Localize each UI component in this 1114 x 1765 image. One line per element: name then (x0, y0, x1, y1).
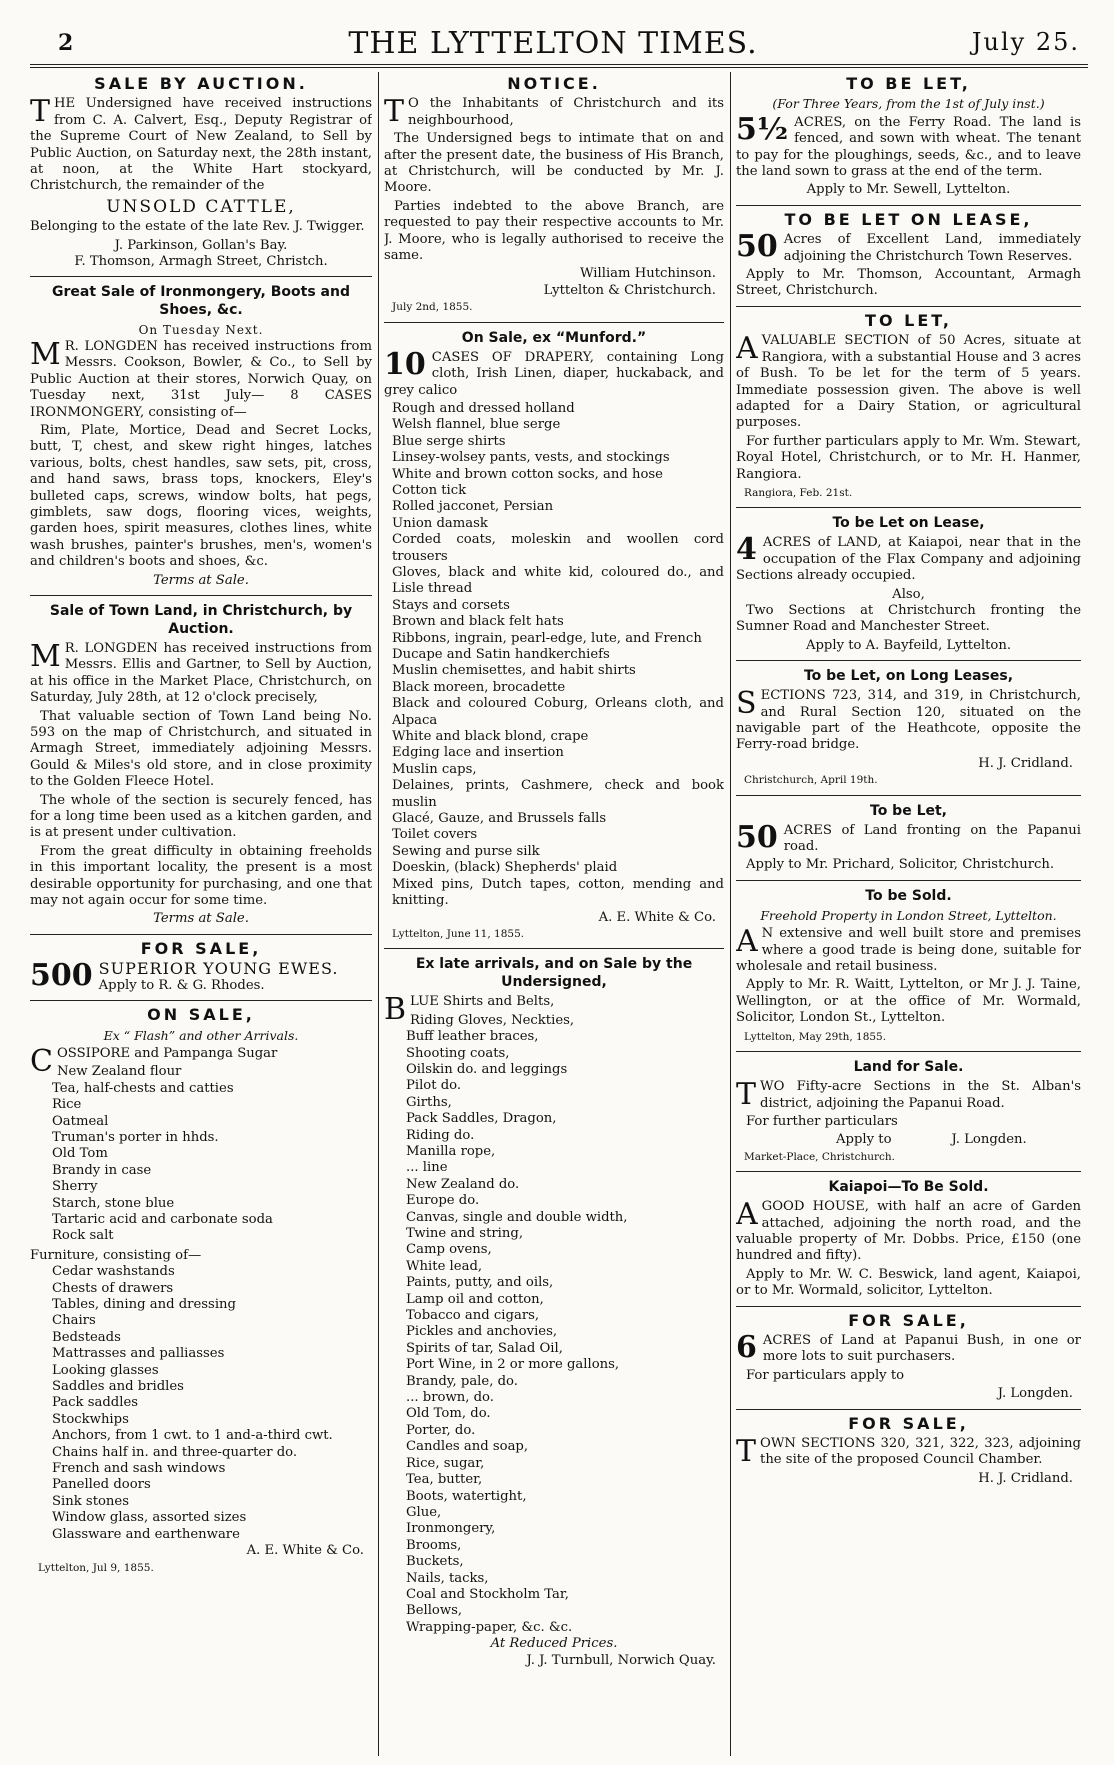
list-item: Tea, half-chests and catties (52, 1080, 234, 1096)
list-item: Buckets, (406, 1554, 464, 1570)
list-item: Tables, dining and dressing (52, 1297, 236, 1312)
divider (736, 1306, 1081, 1307)
ad-to-be-let (736, 76, 1081, 199)
dateline: Market-Place, Christchurch. (744, 1150, 896, 1163)
list-item: Black moreen, brocadette (392, 679, 566, 695)
ad-signature: J. Longden. (951, 1132, 1027, 1148)
ad-sale-by-auction (30, 76, 372, 270)
dateline: Lyttelton, May 29th, 1855. (744, 1030, 887, 1043)
ad-notice (384, 76, 724, 316)
list-item: Paints, putty, and oils, (406, 1275, 554, 1291)
ad-apply: Apply to Mr. Sewell, Lyttelton. (806, 182, 1011, 198)
list-item: Sink stones (52, 1493, 130, 1509)
drop-cap: M (30, 638, 61, 674)
dateline: Rangiora, Feb. 21st. (744, 486, 853, 499)
ad-for-sale-papanui-bush (736, 1310, 1081, 1403)
drop-cap: A (736, 331, 758, 367)
list-item: Mixed pins, Dutch tapes, cotton, mending and knitting. (392, 876, 724, 909)
list-item: Muslin chemisettes, and habit shirts (392, 663, 636, 679)
ad-body: From the great difficulty in obtaining freeholds in this important locality, the present is a most desirable opportunity for purchasing, and one that may not again occur for some time. (30, 843, 372, 909)
ad-drapery (384, 329, 724, 943)
ad-subheading: Ex “ Flash” and other Arrivals. (103, 1027, 299, 1043)
list-item: Stockwhips (52, 1411, 129, 1427)
ad-apply: Apply to R. & G. Rhodes. (98, 977, 265, 993)
furniture-list (30, 1264, 372, 1543)
list-item: Rough and dressed holland (392, 400, 575, 416)
list-item: Panelled doors (52, 1477, 151, 1493)
list-item: Camp ovens, (406, 1242, 492, 1258)
ad-signature: J. Longden. (997, 1386, 1073, 1402)
ad-heading: To be Let, (870, 802, 947, 819)
ad-apply: Apply to Mr. Thomson, Accountant, Armagh Street, Christchurch. (736, 267, 1081, 299)
ad-terms: Terms at Sale. (153, 572, 249, 588)
ad-body: For further particulars (746, 1113, 898, 1129)
ad-ironmongery-sale (30, 283, 372, 589)
drop-cap: T (30, 94, 51, 130)
drop-cap: T (736, 1434, 757, 1469)
ad-body: Parties indebted to the above Branch, are requested to pay their respective accounts to Mr. J. Moore, who is legally authorised to receive the same. (384, 198, 724, 264)
ad-signature: William Hutchinson. (579, 266, 716, 282)
ad-body: SUPERIOR YOUNG EWES. (98, 959, 339, 979)
list-item: Bedsteads (52, 1329, 121, 1345)
column-3 (736, 74, 1081, 1754)
ad-body: ACRES, on the Ferry Road. The land is fenced, and sown with wheat. The tenant to pay for the ploughings, seeds, &c., and to leave the land sown to grass at the end of the term. (736, 114, 1081, 180)
list-item: ... line (406, 1160, 448, 1176)
list-item: Cotton tick (392, 482, 467, 498)
list-item: Rice (52, 1097, 82, 1113)
divider (736, 795, 1081, 796)
ad-land-for-sale (736, 1058, 1081, 1165)
big-number: 6 (736, 1329, 757, 1365)
list-item: Linsey-wolsey pants, vests, and stockings (392, 450, 670, 466)
top-rule-double (30, 67, 1088, 68)
list-item: Rice, sugar, (406, 1455, 485, 1471)
list-item: Saddles and bridles (52, 1379, 184, 1395)
ad-heading: Sale of Town Land, in Christchurch, by Auction. (49, 602, 353, 637)
ad-signature: Lyttelton & Christchurch. (543, 282, 716, 298)
ad-late-arrivals (384, 955, 724, 1669)
ad-lease-kaiapoi (736, 514, 1081, 654)
list-item: Brandy, pale, do. (406, 1373, 518, 1389)
ad-signature: J. Parkinson, Gollan's Bay. (114, 237, 288, 253)
ad-body: R. LONGDEN has received instructions from Messrs. Ellis and Gartner, to Sell by Auction, at his office in the Market Place, Christchurch, on Saturday, July 28th, at 12 o'clock precisely, (30, 640, 372, 706)
list-item: Riding do. (406, 1127, 475, 1143)
ad-heading: TO LET, (865, 310, 952, 330)
ad-heading: FOR SALE, (848, 1413, 969, 1433)
ad-body: ACRES of Land at Papanui Bush, in one or more lots to suit purchasers. (762, 1332, 1081, 1365)
dateline: Christchurch, April 19th. (744, 774, 878, 787)
list-item: Ribbons, ingrain, pearl-edge, lute, and French (392, 630, 702, 646)
big-number: 4 (736, 532, 757, 568)
ad-body: Furniture, consisting of— (30, 1247, 202, 1263)
ad-long-leases (736, 667, 1081, 788)
column-1 (30, 74, 372, 1754)
list-item: Sherry (52, 1179, 98, 1195)
goods-list (384, 1013, 724, 1636)
ad-heading: FOR SALE, (140, 938, 262, 958)
ad-heading: TO BE LET ON LEASE, (784, 209, 1033, 229)
ad-body: R. LONGDEN has received instructions from Messrs. Cookson, Bowler, & Co., to Sell by Public Auction at their stores, Norwich Quay, on Tuesday next, 31st July— 8 CASES IRONMONGERY, consisting of— (30, 338, 372, 420)
page-number: 2 (58, 30, 74, 56)
ad-apply: Apply to Mr. R. Waitt, Lyttelton, or Mr J. J. Taine, Wellington, or at the office of Mr. Wormald, Solicitor, London St., Lyttelton. (736, 977, 1081, 1026)
dateline: Lyttelton, June 11, 1855. (392, 927, 525, 940)
ad-signature: A. E. White & Co. (246, 1543, 364, 1559)
divider (736, 660, 1081, 661)
list-item: Tartaric acid and carbonate soda (52, 1211, 273, 1227)
list-item: Bellows, (406, 1603, 463, 1619)
list-item: New Zealand flour (56, 1064, 182, 1080)
ad-for-sale-ewes (30, 938, 372, 994)
list-item: Glue, (406, 1504, 442, 1520)
list-item: New Zealand do. (406, 1176, 520, 1192)
list-item: Edging lace and insertion (392, 745, 564, 761)
list-item: Tobacco and cigars, (406, 1308, 540, 1324)
list-item: Old Tom (52, 1146, 108, 1162)
list-item: French and sash windows (52, 1461, 226, 1477)
drop-cap: T (384, 94, 405, 130)
divider (736, 880, 1081, 881)
list-item: Nails, tacks, (406, 1570, 489, 1586)
list-item: Europe do. (406, 1193, 480, 1209)
divider (30, 276, 372, 277)
ad-heading: Land for Sale. (853, 1059, 964, 1076)
divider (736, 507, 1081, 508)
goods-list (30, 1064, 372, 1244)
list-item: Chests of drawers (52, 1280, 174, 1296)
list-item: Glassware and earthenware (52, 1526, 240, 1542)
divider (736, 205, 1081, 206)
ad-body: HE Undersigned have received instructions from C. A. Calvert, Esq., Deputy Registrar of the Supreme Court of New Zealand, to Sell by Public Auction, on Saturday next, the 28th instant, at noon, at the White Hart stockyard, Christchurch, the remainder of the (30, 96, 372, 194)
ad-body: GOOD HOUSE, with half an acre of Garden attached, adjoining the north road, and the valuable property of Mr. Dobbs. Price, £150 (one hundred and fifty). (736, 1199, 1081, 1264)
ad-heading: NOTICE. (507, 74, 601, 93)
ad-heading: To be Let, on Long Leases, (803, 668, 1014, 685)
big-number: 5½ (736, 111, 789, 147)
drop-cap: A (736, 924, 758, 960)
dateline: July 2nd, 1855. (392, 301, 473, 314)
divider (736, 1409, 1081, 1410)
list-item: Anchors, from 1 cwt. to 1 and-a-third cwt. (52, 1428, 333, 1444)
list-item: White and black blond, crape (392, 729, 589, 745)
ad-heading: To be Sold. (865, 887, 952, 904)
issue-date: July 25. (971, 28, 1080, 56)
divider (30, 1000, 372, 1001)
list-item: Coal and Stockholm Tar, (406, 1586, 569, 1602)
list-item: Welsh flannel, blue serge (392, 417, 561, 433)
ad-on-sale-flash (30, 1007, 372, 1576)
divider (736, 1171, 1081, 1172)
ad-heading: FOR SALE, (848, 1310, 969, 1330)
ad-apply: Apply to A. Bayfeild, Lyttelton. (805, 637, 1012, 653)
ad-let-on-lease (736, 209, 1081, 300)
drapery-list (384, 401, 724, 910)
list-item: Girths, (406, 1094, 452, 1110)
ad-body: OWN SECTIONS 320, 321, 322, 323, adjoining the site of the proposed Council Chamber. (760, 1436, 1081, 1468)
list-item: Tea, butter, (406, 1472, 483, 1488)
list-item: Cedar washstands (52, 1264, 175, 1280)
list-item: Black and coloured Coburg, Orleans cloth, and Alpaca (392, 696, 724, 728)
big-number: 50 (736, 819, 778, 855)
list-item: Pack Saddles, Dragon, (406, 1111, 557, 1127)
list-item: Looking glasses (52, 1362, 159, 1378)
ad-terms: At Reduced Prices. (490, 1636, 618, 1652)
ad-body: ACRES of Land fronting on the Papanui road. (783, 822, 1081, 855)
drop-cap: M (30, 336, 61, 372)
ad-town-land-sale (30, 602, 372, 928)
ad-signature: H. J. Cridland. (978, 1470, 1073, 1486)
list-item: Doeskin, (black) Shepherds' plaid (392, 860, 618, 876)
column-divider (378, 72, 379, 1756)
big-number: 50 (736, 229, 778, 265)
ad-heading: To be Let on Lease, (832, 515, 985, 532)
ad-body: N extensive and well built store and premises where a good trade is being done, suitable for wholesale and retail business. (736, 926, 1081, 975)
ad-body: CASES OF DRAPERY, containing Long cloth, Irish Linen, diaper, huckaback, and grey calico (384, 349, 724, 398)
ad-body: Two Sections at Christchurch fronting the Sumner Road and Manchester Street. (736, 602, 1081, 635)
masthead (18, 22, 1088, 61)
ad-heading: TO BE LET, (846, 74, 971, 93)
drop-cap: B (384, 992, 407, 1028)
ad-body: Belonging to the estate of the late Rev. J. Twigger. (30, 219, 365, 235)
ad-signature: H. J. Cridland. (978, 755, 1073, 771)
list-item: Union damask (392, 515, 488, 531)
list-item: Oilskin do. and leggings (406, 1061, 568, 1077)
top-rule (30, 64, 1088, 65)
list-item: Candles and soap, (406, 1439, 529, 1455)
ad-body: The whole of the section is securely fenced, has for a long time been used as a kitchen garden, and is at present under cultivation. (30, 792, 372, 841)
ad-body: ECTIONS 723, 314, and 319, in Christchurch, and Rural Section 120, situated on the navigable part of the Heathcote, opposite the Ferry-road bridge. (736, 688, 1081, 753)
divider (384, 948, 724, 949)
ad-body: The Undersigned begs to intimate that on and after the present date, the business of His Branch, at Christchurch, will be conducted by Mr. J. Moore. (384, 131, 724, 196)
list-item: Old Tom, do. (406, 1406, 491, 1422)
drop-cap: C (30, 1043, 53, 1079)
list-item: Chairs (52, 1313, 96, 1329)
list-item: Blue serge shirts (392, 433, 506, 449)
list-item: Truman's porter in hhds. (52, 1129, 219, 1145)
ad-highlight: UNSOLD CATTLE, (106, 196, 296, 217)
list-item: Boots, watertight, (406, 1488, 527, 1504)
divider (30, 934, 372, 935)
drop-cap: S (736, 686, 757, 722)
ad-kaiapoi-house (736, 1178, 1081, 1299)
ad-heading: Kaiapoi—To Be Sold. (828, 1179, 989, 1196)
list-item: Porter, do. (406, 1422, 476, 1438)
ad-apply: Apply to Mr. W. C. Beswick, land agent, Kaiapoi, or to Mr. Wormald, solicitor, Lyttelton. (736, 1266, 1081, 1299)
ad-signature: A. E. White & Co. (598, 909, 716, 925)
list-item: Manilla rope, (406, 1143, 496, 1159)
ad-body: WO Fifty-acre Sections in the St. Alban's district, adjoining the Papanui Road. (760, 1079, 1081, 1111)
list-item: Corded coats, moleskin and woollen cord trousers (392, 532, 724, 564)
list-item: Sewing and purse silk (392, 843, 540, 859)
list-item: White lead, (406, 1258, 483, 1274)
drop-cap: A (736, 1197, 758, 1233)
column-2 (384, 74, 724, 1754)
ad-subheading: Freehold Property in London Street, Lyttelton. (760, 907, 1057, 923)
ad-to-be-let-papanui (736, 802, 1081, 874)
ad-subheading: On Tuesday Next. (138, 323, 264, 338)
list-item: Brown and black felt hats (392, 614, 564, 630)
ad-body: VALUABLE SECTION of 50 Acres, situate at Rangiora, with a substantial House and 3 acres of Bush. To be let for the term of 5 years. Immediate possession given. The above is well adapted for a Dairy Station, or agricultural purposes. (736, 333, 1081, 431)
ad-heading: Ex late arrivals, and on Sale by the Undersigned, (415, 956, 693, 991)
ad-body: Acres of Excellent Land, immediately adjoining the Christchurch Town Reserves. (783, 232, 1081, 264)
list-item: Oatmeal (52, 1113, 109, 1129)
list-item: Shooting coats, (406, 1045, 510, 1061)
list-item: Delaines, prints, Cashmere, check and book muslin (392, 778, 724, 810)
ad-apply: Apply to Mr. Prichard, Solicitor, Christchurch. (746, 857, 1055, 873)
ad-heading: Great Sale of Ironmongery, Boots and Shoes, &c. (52, 284, 350, 319)
list-item: Starch, stone blue (52, 1195, 175, 1211)
list-item: Brooms, (406, 1537, 462, 1553)
big-number: 10 (384, 346, 426, 382)
ad-terms: Terms at Sale. (153, 911, 249, 927)
ad-subheading: (For Three Years, from the 1st of July inst.) (772, 96, 1045, 112)
divider (736, 1051, 1081, 1052)
big-number: 500 (30, 958, 93, 994)
list-item: Rolled jacconet, Persian (392, 499, 554, 515)
list-item: Buff leather braces, (406, 1029, 539, 1045)
list-item: Ironmongery, (406, 1521, 496, 1537)
list-item: Ducape and Satin handkerchiefs (392, 647, 610, 662)
list-item: Canvas, single and double width, (406, 1209, 628, 1225)
list-item: Port Wine, in 2 or more gallons, (406, 1357, 620, 1373)
ad-for-sale-town-sections (736, 1413, 1081, 1488)
list-item: Glacé, Gauze, and Brussels falls (392, 811, 607, 827)
ad-body: OSSIPORE and Pampanga Sugar (56, 1045, 278, 1061)
ad-body: For further particulars apply to Mr. Wm. Stewart, Royal Hotel, Christchurch, or to Mr. H. Hanmer, Rangiora. (736, 433, 1081, 482)
ad-body: Rim, Plate, Mortice, Dead and Secret Locks, butt, T, chest, and skew right hinges, latches various, bolts, chest handles, saw sets, pit, cross, and hand saws, brass tops, knockers, Eley's bulleted caps, screws, window bolts, hat pegs, gimblets, saw dogs, flooring vices, weights, garden hoes, spirit measures, clothes lines, white wash brushes, painter's brushes, men's, women's and children's boots and shoes, &c. (30, 422, 372, 570)
ad-body: LUE Shirts and Belts, (410, 994, 555, 1010)
ad-apply: Apply to (836, 1132, 892, 1148)
divider (384, 322, 724, 323)
ad-heading: ON SALE, (147, 1005, 255, 1025)
list-item: Rock salt (52, 1228, 114, 1244)
list-item: Gloves, black and white kid, coloured do., and Lisle thread (392, 564, 724, 597)
list-item: Brandy in case (52, 1162, 152, 1178)
column-divider (730, 72, 731, 1756)
list-item: Lamp oil and cotton, (406, 1291, 544, 1307)
list-item: Spirits of tar, Salad Oil, (406, 1340, 563, 1356)
drop-cap: T (736, 1077, 757, 1113)
divider (30, 595, 372, 596)
ad-body: O the Inhabitants of Christchurch and its neighbourhood, (408, 96, 724, 128)
ad-body: That valuable section of Town Land being No. 593 on the map of Christchurch, and situated in Armagh Street, immediately adjoining Messrs. Gould & Miles's old store, and in close proximity to the Golden Fleece Hotel. (30, 708, 372, 790)
ad-to-let-rangiora (736, 310, 1081, 501)
list-item: Pickles and anchovies, (406, 1324, 558, 1340)
list-item: Window glass, assorted sizes (52, 1510, 247, 1526)
list-item: Riding Gloves, Neckties, (410, 1012, 575, 1028)
list-item: Mattrasses and palliasses (52, 1346, 225, 1362)
list-item: Toilet covers (392, 827, 478, 843)
list-item: Pack saddles (52, 1395, 139, 1411)
ad-body: Also, (892, 586, 925, 602)
list-item: Wrapping-paper, &c. &c. (406, 1619, 573, 1635)
list-item: ... brown, do. (406, 1390, 494, 1406)
ad-body: ACRES of LAND, at Kaiapoi, near that in the occupation of the Flax Company and adjoining Sections already occupied. (736, 535, 1081, 584)
ad-heading: On Sale, ex “Munford.” (461, 329, 647, 346)
ad-signature: J. J. Turnbull, Norwich Quay. (526, 1652, 716, 1668)
newspaper-title: THE LYTTELTON TIMES. (348, 26, 758, 61)
list-item: Muslin caps, (392, 761, 477, 777)
list-item: White and brown cotton socks, and hose (392, 466, 663, 482)
ad-to-be-sold-london-st (736, 887, 1081, 1045)
ad-signature: F. Thomson, Armagh Street, Christch. (74, 254, 328, 270)
ad-body: For particulars apply to (746, 1367, 905, 1383)
list-item: Pilot do. (406, 1078, 462, 1094)
ad-heading: SALE BY AUCTION. (94, 74, 308, 93)
list-item: Stays and corsets (392, 597, 510, 613)
list-item: Chains half in. and three-quarter do. (52, 1444, 298, 1460)
list-item: Twine and string, (406, 1226, 524, 1241)
divider (736, 306, 1081, 307)
dateline: Lyttelton, Jul 9, 1855. (38, 1561, 154, 1574)
